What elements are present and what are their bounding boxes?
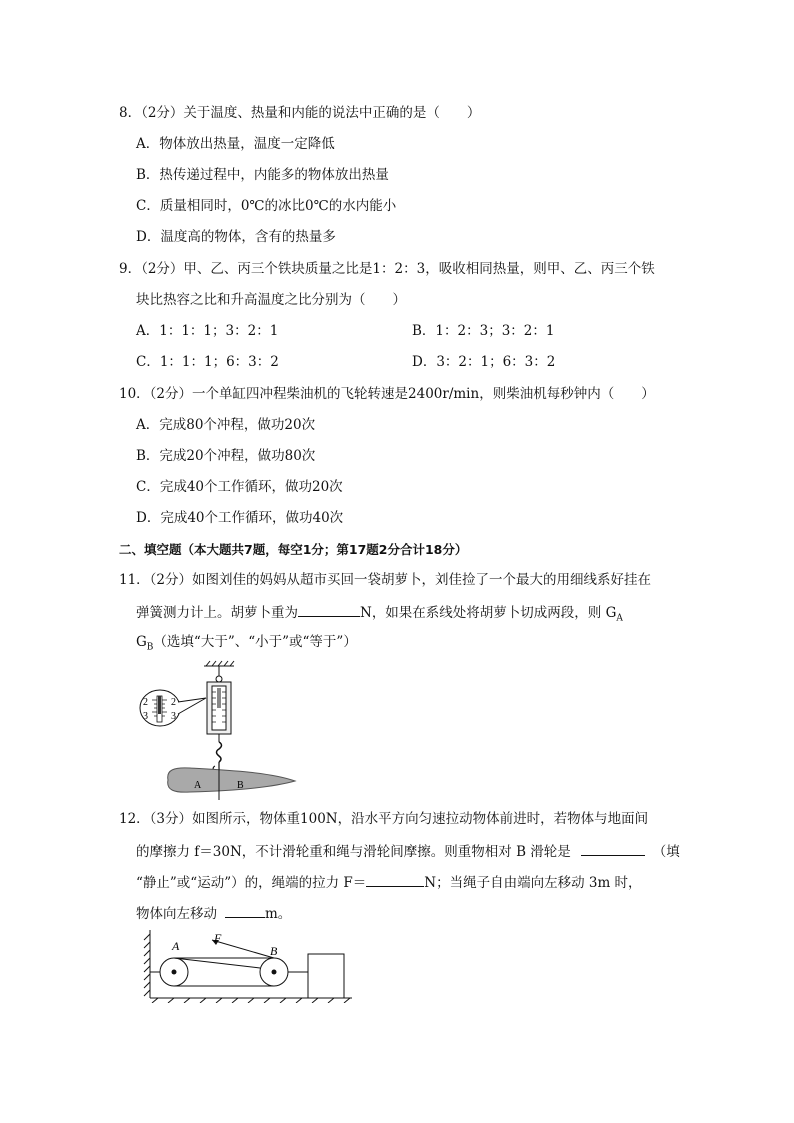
q9-option-c: C．1：1：1；6：3：2	[136, 354, 279, 370]
q11-line3-g: G	[136, 634, 147, 650]
spring-scale-figure	[130, 660, 300, 805]
ground-hatch	[150, 998, 352, 1003]
q12-answer-blank-1[interactable]	[581, 841, 645, 856]
bubble-scale-right-3: 3	[171, 711, 176, 722]
q11-answer-blank-1[interactable]	[298, 602, 360, 617]
q12-line2	[136, 841, 680, 861]
pulley-label-a: A	[172, 939, 180, 953]
q9-option-d: D．3：2：1；6：3：2	[412, 354, 556, 370]
q11-sub-b: B	[146, 642, 154, 653]
q12-line3	[136, 872, 642, 892]
q12-line2-end: （填	[652, 844, 680, 860]
section-title: 二、填空题（本大题共7题，每空1分；第17题2分合计18分）	[119, 542, 468, 557]
q12-line1: 12．（3分）如图所示，物体重100N，沿水平方向匀速拉动物体前进时，若物体与地面间	[119, 811, 649, 827]
q9-option-a: A．1：1：1；3：2：1	[136, 323, 279, 339]
q12-line4-text-a: 物体向左移动	[136, 906, 217, 922]
q8-option-b: B．热传递过程中，内能多的物体放出热量	[136, 167, 389, 183]
q12-line4	[136, 903, 291, 923]
q12-line4-text-b: m。	[265, 906, 292, 922]
q11-line2-text-b: N，如果在系线处将胡萝卜切成两段，则 G	[360, 605, 617, 621]
q9-stem-line1: 9．（2分）甲、乙、丙三个铁块质量之比是1：2：3，吸收相同热量，则甲、乙、丙三个铁	[119, 261, 655, 277]
q12-line3-text-a: “静止”或“运动”）的，绳端的拉力 F＝	[136, 875, 367, 891]
pulley-label-b: B	[270, 944, 278, 958]
force-label-f: F	[214, 931, 222, 945]
q9-stem-line2: 块比热容之比和升高温度之比分别为（ ）	[136, 292, 406, 308]
q8-option-a: A．物体放出热量，温度一定降低	[136, 136, 335, 152]
q10-option-a: A．完成80个冲程，做功20次	[136, 417, 316, 433]
block	[308, 954, 344, 998]
q9-option-b: B．1：2：3；3：2：1	[412, 323, 555, 339]
pulley-figure	[140, 928, 360, 1003]
q10-option-c: C．完成40个工作循环，做功20次	[136, 479, 343, 495]
q11-line2-text-a: 弹簧测力计上。胡萝卜重为	[136, 605, 298, 621]
carrot-label-b: B	[237, 780, 244, 791]
q10-stem: 10．（2分）一个单缸四冲程柴油机的飞轮转速是2400r/min，则柴油机每秒钟内（ ）	[119, 386, 655, 402]
q8-option-c: C．质量相同时，0℃的冰比0℃的水内能小	[136, 198, 397, 214]
q8-stem: 8．（2分）关于温度、热量和内能的说法中正确的是（ ）	[119, 105, 481, 121]
q12-line3-text-b: N；当绳子自由端向左移动 3m 时，	[424, 875, 642, 891]
q10-option-b: B．完成20个冲程，做功80次	[136, 448, 316, 464]
bubble-scale-left-3: 3	[143, 711, 148, 722]
q12-answer-blank-3[interactable]	[225, 903, 265, 918]
q11-line3	[136, 633, 357, 657]
q12-line2-text: 的摩擦力 f＝30N，不计滑轮重和绳与滑轮间摩擦。则重物相对 B 滑轮是	[136, 844, 571, 860]
q12-answer-blank-2[interactable]	[366, 872, 424, 887]
bubble-scale-right-2: 2	[171, 697, 176, 708]
bubble-scale-left-2: 2	[143, 697, 148, 708]
q11-line1: 11．（2分）如图刘佳的妈妈从超市买回一袋胡萝卜，刘佳捡了一个最大的用细线系好挂在	[119, 572, 652, 588]
q10-option-d: D．完成40个工作循环，做功40次	[136, 510, 344, 526]
q11-sub-a: A	[616, 613, 623, 624]
carrot-label-a: A	[194, 780, 202, 791]
ceiling-hatch	[204, 661, 234, 666]
q11-line2	[136, 602, 623, 628]
carrot-shape	[168, 768, 295, 792]
q8-option-d: D．温度高的物体，含有的热量多	[136, 229, 336, 245]
q11-line3-text: （选填“大于”、“小于”或“等于”）	[153, 634, 357, 650]
wall-hatch	[144, 930, 150, 998]
